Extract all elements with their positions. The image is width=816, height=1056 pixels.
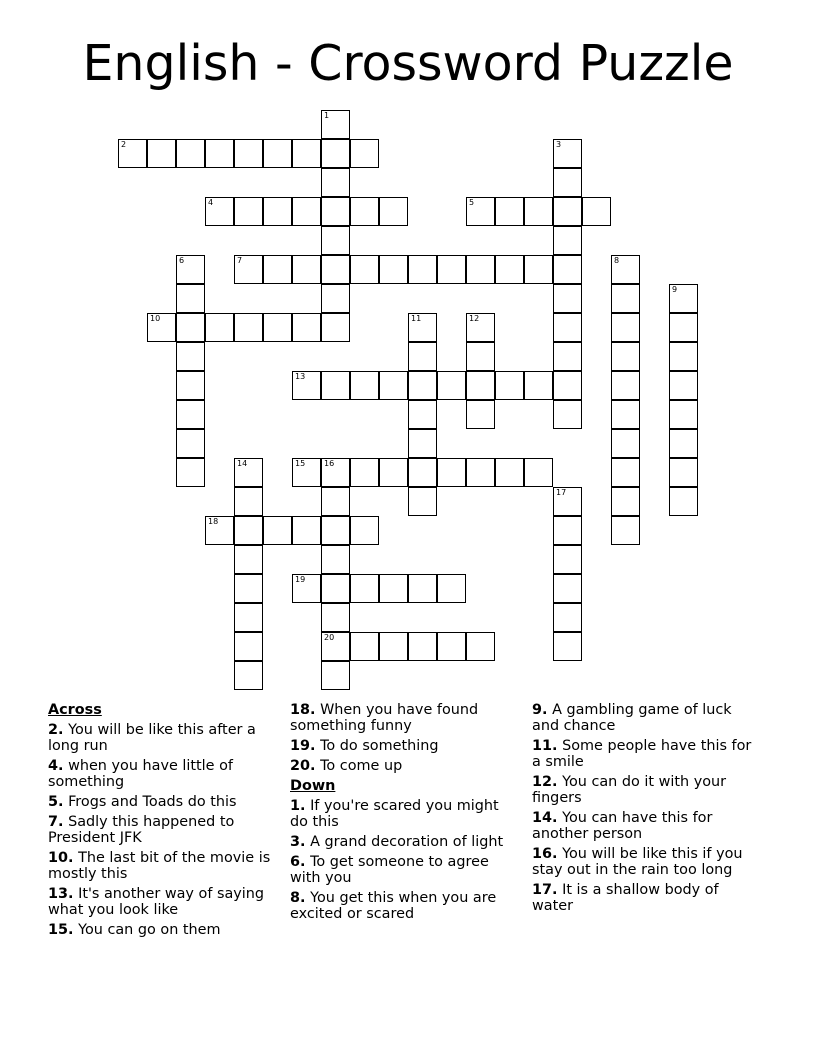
grid-cell[interactable] xyxy=(437,458,466,487)
grid-cell[interactable] xyxy=(205,516,234,545)
grid-cell[interactable] xyxy=(379,197,408,226)
grid-cell[interactable] xyxy=(292,313,321,342)
grid-cell[interactable] xyxy=(495,458,524,487)
grid-cell[interactable] xyxy=(263,197,292,226)
grid-cell[interactable] xyxy=(669,313,698,342)
grid-cell[interactable] xyxy=(611,400,640,429)
grid-cell[interactable] xyxy=(350,371,379,400)
grid-cell[interactable] xyxy=(408,255,437,284)
grid-cell[interactable] xyxy=(292,197,321,226)
grid-cell[interactable] xyxy=(292,516,321,545)
clue-number: 19 xyxy=(295,575,306,584)
grid-cell[interactable] xyxy=(321,458,350,487)
clue-number: 9 xyxy=(672,285,678,294)
grid-cell[interactable] xyxy=(234,458,263,487)
grid-cell[interactable] xyxy=(408,371,437,400)
grid-cell[interactable] xyxy=(292,458,321,487)
grid-cell[interactable] xyxy=(611,284,640,313)
grid-cell[interactable] xyxy=(350,139,379,168)
grid-cell[interactable] xyxy=(176,313,205,342)
grid-cell[interactable] xyxy=(379,574,408,603)
grid-cell[interactable] xyxy=(669,429,698,458)
grid-cell[interactable] xyxy=(263,255,292,284)
clue-across-5: 5. Frogs and Toads do this xyxy=(48,794,237,810)
grid-cell[interactable] xyxy=(321,487,350,516)
clue-down-8: 8. You get this when you are excited or scared xyxy=(290,890,497,922)
grid-cell[interactable] xyxy=(263,516,292,545)
grid-cell[interactable] xyxy=(495,197,524,226)
grid-cell[interactable] xyxy=(147,139,176,168)
clue-number: 7 xyxy=(237,256,243,265)
grid-cell[interactable] xyxy=(321,139,350,168)
clue-number: 3 xyxy=(556,140,562,149)
clue-number: 17 xyxy=(556,488,567,497)
clue-across-13: 13. It's another way of saying what you look like xyxy=(48,886,265,918)
grid-cell[interactable] xyxy=(408,632,437,661)
grid-cell[interactable] xyxy=(466,400,495,429)
grid-cell[interactable] xyxy=(321,371,350,400)
grid-cell[interactable] xyxy=(553,603,582,632)
grid-cell[interactable] xyxy=(379,371,408,400)
page-title: English - Crossword Puzzle xyxy=(82,35,734,92)
grid-cell[interactable] xyxy=(553,197,582,226)
grid-cell[interactable] xyxy=(408,574,437,603)
grid-cell[interactable] xyxy=(321,284,350,313)
grid-cell[interactable] xyxy=(611,516,640,545)
grid-cell[interactable] xyxy=(350,574,379,603)
grid-cell[interactable] xyxy=(292,139,321,168)
grid-cell[interactable] xyxy=(176,284,205,313)
grid-cell[interactable] xyxy=(524,371,553,400)
grid-cell[interactable] xyxy=(437,632,466,661)
grid-cell[interactable] xyxy=(611,313,640,342)
clue-number: 2 xyxy=(121,140,127,149)
grid-cell[interactable] xyxy=(553,400,582,429)
grid-cell[interactable] xyxy=(321,313,350,342)
grid-cell[interactable] xyxy=(234,545,263,574)
grid-cell[interactable] xyxy=(234,197,263,226)
grid-cell[interactable] xyxy=(466,371,495,400)
grid-cell[interactable] xyxy=(553,255,582,284)
grid-cell[interactable] xyxy=(437,574,466,603)
grid-cell[interactable] xyxy=(292,255,321,284)
clue-across-18: 18. When you have found something funny xyxy=(290,702,479,734)
clue-column-1 xyxy=(48,702,276,942)
grid-cell[interactable] xyxy=(466,197,495,226)
grid-cell[interactable] xyxy=(669,284,698,313)
clue-down-17: 17. It is a shallow body of water xyxy=(532,882,719,914)
grid-cell[interactable] xyxy=(263,313,292,342)
grid-cell[interactable] xyxy=(408,487,437,516)
grid-cell[interactable] xyxy=(669,342,698,371)
grid-cell[interactable] xyxy=(350,516,379,545)
grid-cell[interactable] xyxy=(582,197,611,226)
clue-number: 8 xyxy=(614,256,620,265)
grid-cell[interactable] xyxy=(234,313,263,342)
grid-cell[interactable] xyxy=(611,371,640,400)
grid-cell[interactable] xyxy=(408,429,437,458)
grid-cell[interactable] xyxy=(379,255,408,284)
grid-cell[interactable] xyxy=(669,487,698,516)
grid-cell[interactable] xyxy=(350,458,379,487)
clue-across-2: 2. You will be like this after a long run xyxy=(48,722,256,754)
grid-cell[interactable] xyxy=(176,342,205,371)
clue-number: 18 xyxy=(208,517,219,526)
grid-cell[interactable] xyxy=(350,632,379,661)
grid-cell[interactable] xyxy=(176,400,205,429)
grid-cell[interactable] xyxy=(234,487,263,516)
clue-number: 13 xyxy=(295,372,306,381)
grid-cell[interactable] xyxy=(611,458,640,487)
grid-cell[interactable] xyxy=(466,313,495,342)
grid-cell[interactable] xyxy=(466,632,495,661)
grid-cell[interactable] xyxy=(234,139,263,168)
grid-cell[interactable] xyxy=(466,458,495,487)
grid-cell[interactable] xyxy=(234,603,263,632)
grid-cell[interactable] xyxy=(495,255,524,284)
grid-cell[interactable] xyxy=(408,342,437,371)
clue-column-3 xyxy=(532,702,760,918)
grid-cell[interactable] xyxy=(147,313,176,342)
grid-cell[interactable] xyxy=(379,632,408,661)
clue-across-7: 7. Sadly this happened to President JFK xyxy=(48,814,235,846)
grid-cell[interactable] xyxy=(524,197,553,226)
grid-cell[interactable] xyxy=(495,371,524,400)
grid-cell[interactable] xyxy=(234,661,263,690)
grid-cell[interactable] xyxy=(669,400,698,429)
grid-cell[interactable] xyxy=(553,139,582,168)
grid-cell[interactable] xyxy=(611,342,640,371)
grid-cell[interactable] xyxy=(466,255,495,284)
clue-down-11: 11. Some people have this for a smile xyxy=(532,738,752,770)
grid-cell[interactable] xyxy=(321,197,350,226)
clue-number: 6 xyxy=(179,256,185,265)
clue-number: 10 xyxy=(150,314,161,323)
grid-cell[interactable] xyxy=(553,632,582,661)
clue-down-3: 3. A grand decoration of light xyxy=(290,834,504,850)
grid-cell[interactable] xyxy=(176,429,205,458)
grid-cell[interactable] xyxy=(408,458,437,487)
clue-across-4: 4. when you have little of something xyxy=(48,758,233,790)
grid-cell[interactable] xyxy=(553,487,582,516)
clue-down-1: 1. If you're scared you might do this xyxy=(290,798,499,830)
clue-across-20: 20. To come up xyxy=(290,758,403,774)
grid-cell[interactable] xyxy=(321,110,350,139)
grid-cell[interactable] xyxy=(321,255,350,284)
grid-cell[interactable] xyxy=(553,168,582,197)
grid-cell[interactable] xyxy=(553,313,582,342)
grid-cell[interactable] xyxy=(321,516,350,545)
grid-cell[interactable] xyxy=(553,226,582,255)
grid-cell[interactable] xyxy=(379,458,408,487)
grid-cell[interactable] xyxy=(321,545,350,574)
grid-cell[interactable] xyxy=(234,574,263,603)
clue-number: 20 xyxy=(324,633,335,642)
grid-cell[interactable] xyxy=(611,487,640,516)
across-heading: Across xyxy=(48,702,102,718)
clue-across-10: 10. The last bit of the movie is mostly this xyxy=(48,850,271,882)
grid-cell[interactable] xyxy=(553,516,582,545)
grid-cell[interactable] xyxy=(205,139,234,168)
grid-cell[interactable] xyxy=(234,255,263,284)
grid-cell[interactable] xyxy=(176,139,205,168)
grid-cell[interactable] xyxy=(611,255,640,284)
clue-number: 12 xyxy=(469,314,480,323)
grid-cell[interactable] xyxy=(553,284,582,313)
clue-number: 1 xyxy=(324,111,330,120)
clue-number: 11 xyxy=(411,314,422,323)
grid-cell[interactable] xyxy=(321,661,350,690)
clue-down-16: 16. You will be like this if you stay out in the rain too long xyxy=(532,846,743,878)
grid-cell[interactable] xyxy=(205,197,234,226)
grid-cell[interactable] xyxy=(437,371,466,400)
grid-cell[interactable] xyxy=(321,168,350,197)
down-heading: Down xyxy=(290,778,336,794)
clue-column-2 xyxy=(290,702,518,926)
clue-down-12: 12. You can do it with your fingers xyxy=(532,774,727,806)
grid-cell[interactable] xyxy=(611,429,640,458)
grid-cell[interactable] xyxy=(176,255,205,284)
grid-cell[interactable] xyxy=(321,603,350,632)
grid-cell[interactable] xyxy=(263,139,292,168)
grid-cell[interactable] xyxy=(437,255,466,284)
clue-down-14: 14. You can have this for another person xyxy=(532,810,713,842)
clue-number: 5 xyxy=(469,198,475,207)
grid-cell[interactable] xyxy=(292,371,321,400)
grid-cell[interactable] xyxy=(466,342,495,371)
grid-cell[interactable] xyxy=(205,313,234,342)
clue-number: 4 xyxy=(208,198,214,207)
grid-cell[interactable] xyxy=(553,574,582,603)
clue-number: 14 xyxy=(237,459,248,468)
grid-cell[interactable] xyxy=(553,371,582,400)
clue-number: 16 xyxy=(324,459,335,468)
grid-cell[interactable] xyxy=(524,255,553,284)
grid-cell[interactable] xyxy=(321,574,350,603)
clue-down-9: 9. A gambling game of luck and chance xyxy=(532,702,732,734)
clue-across-15: 15. You can go on them xyxy=(48,922,221,938)
grid-cell[interactable] xyxy=(176,371,205,400)
grid-cell[interactable] xyxy=(408,400,437,429)
grid-cell[interactable] xyxy=(176,458,205,487)
grid-cell[interactable] xyxy=(292,574,321,603)
grid-cell[interactable] xyxy=(234,632,263,661)
grid-cell[interactable] xyxy=(553,545,582,574)
clue-number: 15 xyxy=(295,459,306,468)
grid-cell[interactable] xyxy=(669,458,698,487)
grid-cell[interactable] xyxy=(669,371,698,400)
grid-cell[interactable] xyxy=(553,342,582,371)
grid-cell[interactable] xyxy=(321,632,350,661)
grid-cell[interactable] xyxy=(408,313,437,342)
grid-cell[interactable] xyxy=(234,516,263,545)
grid-cell[interactable] xyxy=(118,139,147,168)
grid-cell[interactable] xyxy=(524,458,553,487)
grid-cell[interactable] xyxy=(350,255,379,284)
clue-down-6: 6. To get someone to agree with you xyxy=(290,854,489,886)
clue-across-19: 19. To do something xyxy=(290,738,439,754)
grid-cell[interactable] xyxy=(321,226,350,255)
grid-cell[interactable] xyxy=(350,197,379,226)
